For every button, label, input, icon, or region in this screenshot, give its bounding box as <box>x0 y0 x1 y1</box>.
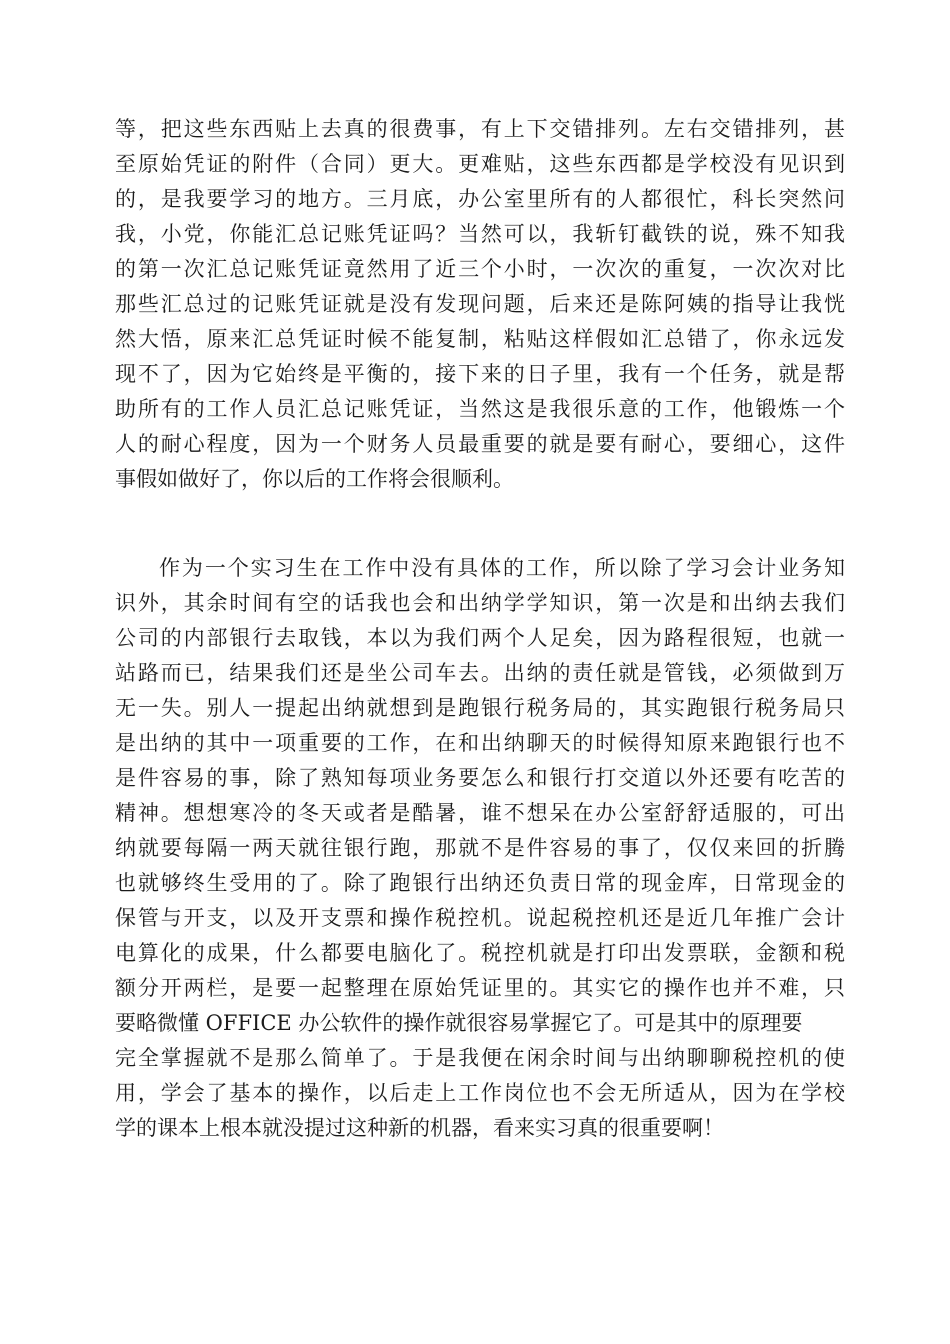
text-line: 然大悟，原来汇总凭证时候不能复制，粘贴这样假如汇总错了，你永远发 <box>115 327 845 351</box>
text-line: 纳就要每隔一两天就往银行跑，那就不是件容易的事了，仅仅来回的折腾 <box>115 836 845 860</box>
text-line: 精神。想想寒冷的冬天或者是酷暑，谁不想呆在办公室舒舒适服的，可出 <box>115 801 845 825</box>
text-line: 作为一个实习生在工作中没有具体的工作，所以除了学习会计业务知 <box>159 556 845 580</box>
paragraph-1 <box>115 112 845 497</box>
text-line: 是出纳的其中一项重要的工作，在和出纳聊天的时候得知原来跑银行也不 <box>115 731 845 755</box>
text-line: 那些汇总过的记账凭证就是没有发现问题，后来还是陈阿姨的指导让我恍 <box>115 292 845 316</box>
text-line: 用，学会了基本的操作，以后走上工作岗位也不会无所适从，因为在学校 <box>115 1081 845 1105</box>
text-line: 人的耐心程度，因为一个财务人员最重要的就是要有耐心，要细心，这件 <box>115 432 845 456</box>
paragraph-2 <box>115 551 845 1146</box>
text-line: 等，把这些东西贴上去真的很费事，有上下交错排列。左右交错排列，甚 <box>115 117 845 141</box>
text-line: 站路而已，结果我们还是坐公司车去。出纳的责任就是管钱，必须做到万 <box>115 661 845 685</box>
text-line: 保管与开支，以及开支票和操作税控机。说起税控机还是近几年推广会计 <box>115 906 845 930</box>
text-line: 事假如做好了，你以后的工作将会很顺利。 <box>115 467 514 491</box>
text-line: 电算化的成果，什么都要电脑化了。税控机就是打印出发票联，金额和税 <box>115 941 845 965</box>
text-line: 现不了，因为它始终是平衡的，接下来的日子里，我有一个任务，就是帮 <box>115 362 845 386</box>
text-line: 我，小党，你能汇总记账凭证吗？当然可以，我斩钉截铁的说，殊不知我 <box>115 222 845 246</box>
text-line: 完全掌握就不是那么简单了。于是我便在闲余时间与出纳聊聊税控机的使 <box>115 1046 845 1070</box>
text-line: 额分开两栏，是要一起整理在原始凭证里的。其实它的操作也并不难，只 <box>115 976 845 1000</box>
text-line: 的第一次汇总记账凭证竟然用了近三个小时，一次次的重复，一次次对比 <box>115 257 845 281</box>
text-line: 也就够终生受用的了。除了跑银行出纳还负责日常的现金库，日常现金的 <box>115 871 845 895</box>
text-line: 识外，其余时间有空的话我也会和出纳学学知识，第一次是和出纳去我们 <box>115 591 845 615</box>
text-line: 助所有的工作人员汇总记账凭证，当然这是我很乐意的工作，他锻炼一个 <box>115 397 845 421</box>
text-line: 无一失。别人一提起出纳就想到是跑银行税务局的，其实跑银行税务局只 <box>115 696 845 720</box>
text-line: 学的课本上根本就没提过这种新的机器，看来实习真的很重要啊！ <box>115 1116 724 1140</box>
text-line: 是件容易的事，除了熟知每项业务要怎么和银行打交道以外还要有吃苦的 <box>115 766 845 790</box>
text-line: 的，是我要学习的地方。三月底，办公室里所有的人都很忙，科长突然问 <box>115 187 845 211</box>
text-line: 要略微懂 OFFICE 办公软件的操作就很容易掌握它了。可是其中的原理要 <box>115 1011 803 1035</box>
text-line: 公司的内部银行去取钱，本以为我们两个人足矣，因为路程很短，也就一 <box>115 626 845 650</box>
text-line: 至原始凭证的附件（合同）更大。更难贴，这些东西都是学校没有见识到 <box>115 152 845 176</box>
